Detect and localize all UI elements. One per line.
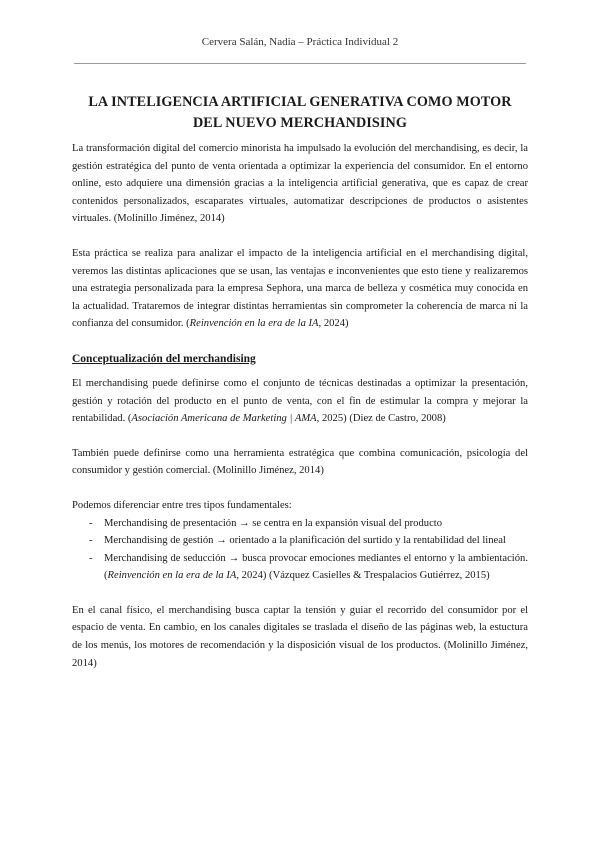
channels-paragraph: En el canal físico, el merchandising busca captar la tensión y guiar el recorrido del consumidor por el espacio de venta. En cambio, en los canales digitales se traslada el diseño de las páginas web, la estuctura de los menús, los motores de recomendación y la disposición visual de los productos. (Molinillo Jiménez, 2014)	[72, 604, 528, 669]
intro-paragraph-1: La transformación digital del comercio minorista ha impulsado la evolución del merchandising, es decir, la gestión estratégica del punto de venta orientada a optimizar la experiencia del consumidor. En el entorno online, esto adquiere una dimensión gracias a la inteligencia artificial generativa, que es capaz de crear contenidos personalizados, escaparates virtuales, automatizar descripciones de productos o asistentes virtuales. (Molinillo Jiménez, 2014)	[72, 143, 528, 225]
definition-paragraph-2: También puede definirse como una herramienta estratégica que combina comunicación, psicología del consumidor y gestión comercial. (Molinillo Jiménez, 2014)	[72, 447, 528, 477]
list-item: - Merchandising de gestión → orientado a la planificación del surtido y la rentabilidad del lineal	[72, 532, 528, 550]
citation-italic: Reinvención en la era de la IA	[107, 570, 237, 582]
citation-italic: Reinvención en la era de la IA	[189, 318, 319, 330]
list-item: - Merchandising de presentación → se centra en la expansión visual del producto	[72, 515, 528, 533]
types-intro: Podemos diferenciar entre tres tipos fundamentales:	[72, 499, 292, 511]
definition-paragraph-1: El merchandising puede definirse como el conjunto de técnicas destinadas a optimizar la presentación, gestión y rotación del producto en el punto de venta, con el fin de estimular la compra y mejorar la rentabilidad. (Asociación Americana de Marketing | AMA, 2025) (Diez de Castro, 2008)	[72, 377, 528, 425]
header-rule	[74, 63, 526, 64]
types-list	[72, 515, 528, 585]
intro-paragraph-2: Esta práctica se realiza para analizar el impacto de la inteligencia artificial en el merchandising digital, veremos las distintas aplicaciones que se usan, las ventajas e inconvenientes que esto tiene y realizaremos una estrategia personalizada para la empresa Sephora, una marca de belleza y cosmética muy conocida en la actualidad. Trataremos de integrar distintas herramientas sin comprometer la coherencia de marca ni la confianza del consumidor. (Reinvención en la era de la IA, 2024)	[72, 247, 528, 330]
document-title: LA INTELIGENCIA ARTIFICIAL GENERATIVA COMO MOTOR DEL NUEVO MERCHANDISING	[88, 94, 512, 131]
page-header: Cervera Salán, Nadia – Práctica Individual 2	[201, 36, 399, 48]
document-body	[72, 92, 528, 672]
list-item: - Merchandising de seducción → busca provocar emociones mediantes el entorno y la ambientación. (Reinvención en la era de la IA, 2024) (Vázquez Casielles & Trespalacios Gutiérrez, 2015)	[72, 550, 528, 585]
citation-italic: Asociación Americana de Marketing | AMA	[131, 413, 317, 425]
section-heading: Conceptualización del merchandising	[72, 352, 256, 365]
